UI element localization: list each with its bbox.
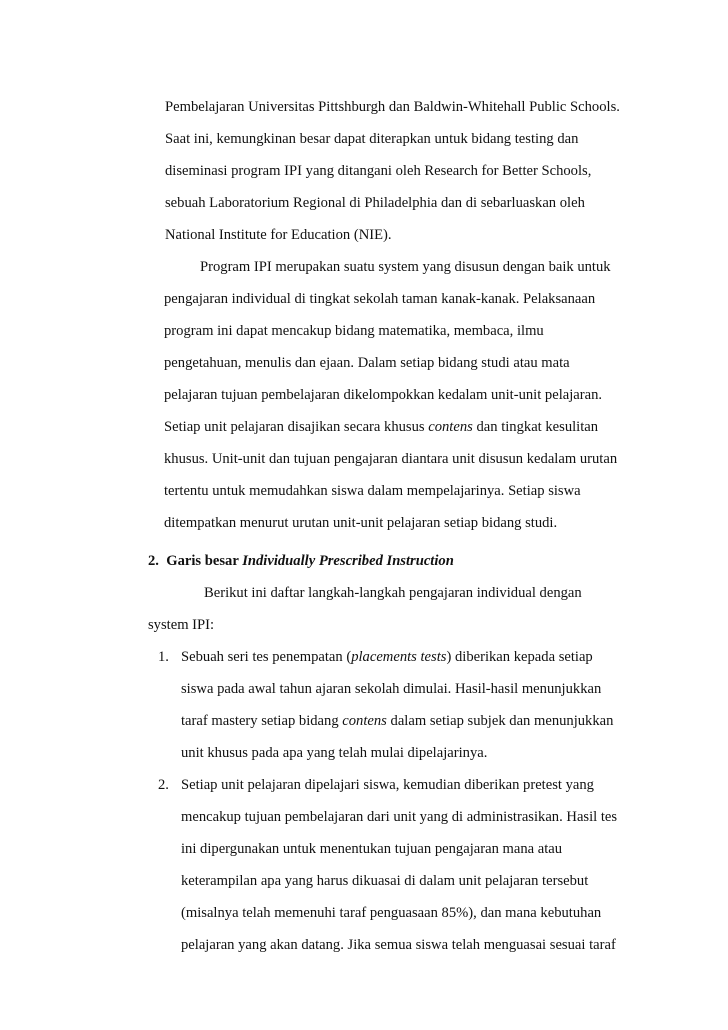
text-line: ditempatkan menurut urutan unit-unit pelajaran setiap bidang studi. bbox=[164, 515, 558, 531]
heading-text: Garis besar bbox=[166, 553, 243, 569]
text-run: taraf mastery setiap bidang bbox=[181, 713, 343, 729]
list-item-number: 1. bbox=[158, 649, 169, 665]
text-run: ) diberikan kepada setiap bbox=[446, 649, 593, 665]
text-line: tertentu untuk memudahkan siswa dalam mempelajarinya. Setiap siswa bbox=[164, 483, 581, 499]
section-heading bbox=[148, 551, 454, 571]
text-line: sebuah Laboratorium Regional di Philadelphia dan di sebarluaskan oleh bbox=[165, 195, 585, 211]
list-item-line: pelajaran yang akan datang. Jika semua siswa telah menguasai sesuai taraf bbox=[181, 937, 616, 953]
text-line: khusus. Unit-unit dan tujuan pengajaran diantara unit disusun kedalam urutan bbox=[164, 451, 618, 467]
text-line: pengetahuan, menulis dan ejaan. Dalam setiap bidang studi atau mata bbox=[164, 355, 570, 371]
text-line: diseminasi program IPI yang ditangani oleh Research for Better Schools, bbox=[165, 163, 592, 179]
list-item-line: (misalnya telah memenuhi taraf penguasaan 85%), dan mana kebutuhan bbox=[181, 905, 602, 921]
list-item-line: Setiap unit pelajaran dipelajari siswa, kemudian diberikan pretest yang bbox=[181, 777, 594, 793]
list-item-line: ini dipergunakan untuk menentukan tujuan pengajaran mana atau bbox=[181, 841, 563, 857]
heading-number: 2. bbox=[148, 553, 159, 569]
text-line: Berikut ini daftar langkah-langkah pengajaran individual dengan bbox=[204, 585, 582, 601]
text-run: Sebuah seri tes penempatan ( bbox=[181, 649, 352, 665]
text-line: system IPI: bbox=[148, 617, 215, 633]
text-line: Saat ini, kemungkinan besar dapat diterapkan untuk bidang testing dan bbox=[165, 131, 579, 147]
text-run: dalam setiap subjek dan menunjukkan bbox=[386, 713, 614, 729]
italic-term: contens bbox=[428, 419, 473, 435]
text-line: pengajaran individual di tingkat sekolah taman kanak-kanak. Pelaksanaan bbox=[164, 291, 596, 307]
list-item-line: siswa pada awal tahun ajaran sekolah dimulai. Hasil-hasil menunjukkan bbox=[181, 681, 602, 697]
text-line: pelajaran tujuan pembelajaran dikelompokkan kedalam unit-unit pelajaran. bbox=[164, 387, 603, 403]
list-item-line bbox=[181, 711, 613, 731]
heading-italic: Individually Prescribed Instruction bbox=[242, 553, 454, 569]
list-item-line: keterampilan apa yang harus dikuasai di dalam unit pelajaran tersebut bbox=[181, 873, 589, 889]
list-item-line bbox=[181, 647, 593, 667]
list-item-line: unit khusus pada apa yang telah mulai dipelajarinya. bbox=[181, 745, 488, 761]
text-line: Program IPI merupakan suatu system yang disusun dengan baik untuk bbox=[200, 259, 611, 275]
text-run: dan tingkat kesulitan bbox=[472, 419, 599, 435]
text-line: Pembelajaran Universitas Pittshburgh dan Baldwin-Whitehall Public Schools. bbox=[165, 99, 620, 115]
list-item-number: 2. bbox=[158, 777, 169, 793]
list-item-line: mencakup tujuan pembelajaran dari unit yang di administrasikan. Hasil tes bbox=[181, 809, 618, 825]
italic-term: contens bbox=[342, 713, 387, 729]
text-run: Setiap unit pelajaran disajikan secara khusus bbox=[164, 419, 429, 435]
text-line: program ini dapat mencakup bidang matematika, membaca, ilmu bbox=[164, 323, 544, 339]
italic-term: placements tests bbox=[351, 649, 447, 665]
text-line: National Institute for Education (NIE). bbox=[165, 227, 392, 243]
text-line bbox=[164, 417, 598, 437]
